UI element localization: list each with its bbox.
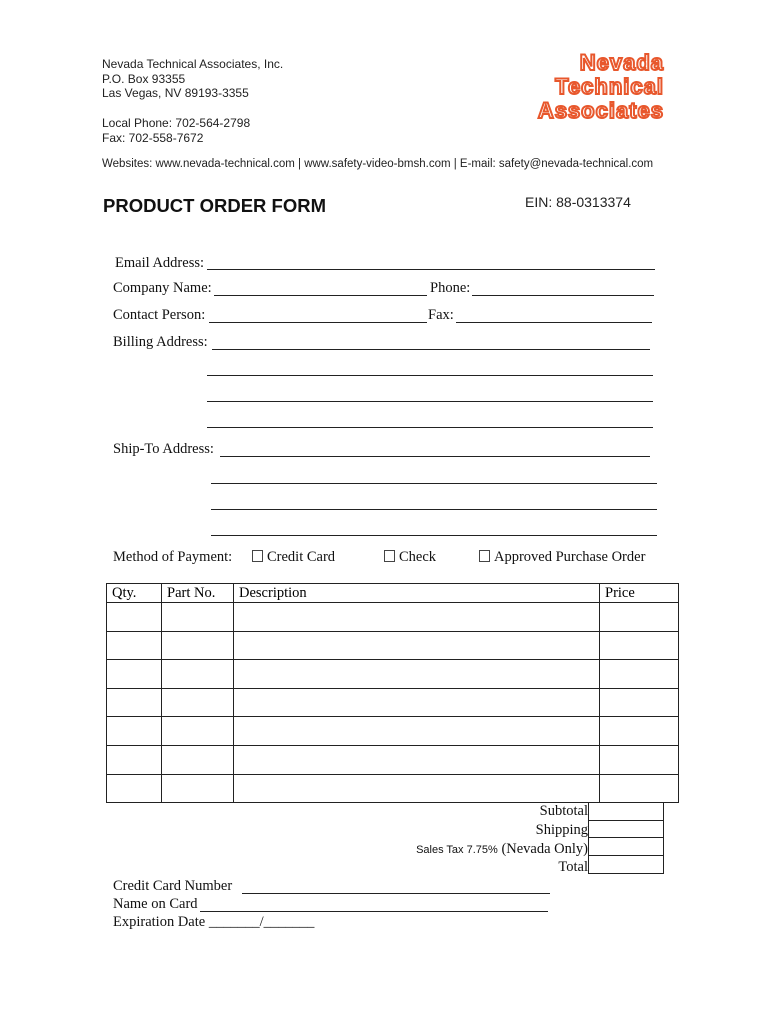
ship-to-field-3[interactable] xyxy=(211,509,657,510)
credit-card-label: Credit Card xyxy=(267,549,336,565)
table-row xyxy=(107,660,679,689)
ship-to-field-1[interactable] xyxy=(220,456,650,457)
payment-label: Method of Payment: xyxy=(113,549,233,565)
price-cell[interactable] xyxy=(600,774,679,803)
card-number-field[interactable] xyxy=(242,893,550,894)
qty-cell[interactable] xyxy=(107,660,162,689)
price-cell[interactable] xyxy=(600,688,679,717)
billing-label: Billing Address: xyxy=(113,334,208,350)
part-no-cell[interactable] xyxy=(162,688,234,717)
card-name-label: Name on Card xyxy=(113,896,198,912)
table-row xyxy=(107,717,679,746)
page-title: PRODUCT ORDER FORM xyxy=(103,195,327,216)
city-state-zip: Las Vegas, NV 89193-3355 xyxy=(102,86,249,100)
email-field[interactable] xyxy=(207,269,655,270)
description-cell[interactable] xyxy=(234,631,600,660)
phone-label: Phone: xyxy=(430,280,471,296)
table-header-row xyxy=(107,584,679,603)
total-label: Total xyxy=(558,859,588,875)
shipping-field[interactable] xyxy=(588,820,664,838)
subtotal-label: Subtotal xyxy=(539,803,588,819)
websites-line: Websites: www.nevada-technical.com | www.safety-video-bmsh.com | E-mail: safety@nevada-technical.com xyxy=(102,158,654,170)
total-field[interactable] xyxy=(588,856,664,874)
order-items-table xyxy=(106,583,679,803)
description-cell[interactable] xyxy=(234,688,600,717)
part-no-cell[interactable] xyxy=(162,717,234,746)
price-cell[interactable] xyxy=(600,717,679,746)
expiration-label xyxy=(113,914,314,931)
price-cell[interactable] xyxy=(600,660,679,689)
logo-line-2: Technical xyxy=(555,74,664,99)
sales-tax-field[interactable] xyxy=(588,838,664,856)
description-cell[interactable] xyxy=(234,603,600,632)
card-number-label: Credit Card Number xyxy=(113,878,233,894)
local-phone: Local Phone: 702-564-2798 xyxy=(102,116,251,130)
description-cell[interactable] xyxy=(234,717,600,746)
billing-field-3[interactable] xyxy=(207,401,653,402)
billing-field-2[interactable] xyxy=(207,375,653,376)
part-no-cell[interactable] xyxy=(162,745,234,774)
contact-label: Contact Person: xyxy=(113,307,206,323)
description-cell[interactable] xyxy=(234,745,600,774)
purchase-order-label: Approved Purchase Order xyxy=(494,549,646,565)
contact-field[interactable] xyxy=(209,322,427,323)
po-box: P.O. Box 93355 xyxy=(102,71,186,86)
part-no-cell[interactable] xyxy=(162,603,234,632)
table-row xyxy=(107,688,679,717)
table-row xyxy=(107,745,679,774)
shipping-label: Shipping xyxy=(535,822,588,838)
sales-tax-note: (Nevada Only) xyxy=(501,841,588,857)
expiration-field[interactable]: _______/_______ xyxy=(208,914,315,930)
checkbox-icon[interactable] xyxy=(479,550,490,562)
checkbox-icon[interactable] xyxy=(384,550,395,562)
billing-field-4[interactable] xyxy=(207,427,653,428)
part-no-header: Part No. xyxy=(162,584,234,603)
qty-cell[interactable] xyxy=(107,745,162,774)
sales-tax-label xyxy=(416,841,588,858)
qty-cell[interactable] xyxy=(107,631,162,660)
table-row xyxy=(107,774,679,803)
ship-to-label: Ship-To Address: xyxy=(113,441,214,457)
fax-label: Fax: xyxy=(428,307,454,323)
company-logo xyxy=(478,50,670,122)
payment-option-purchase-order[interactable] xyxy=(479,549,645,566)
description-header: Description xyxy=(234,584,600,603)
description-cell[interactable] xyxy=(234,660,600,689)
company-name: Nevada Technical Associates, Inc. xyxy=(102,57,284,71)
ein-number: EIN: 88-0313374 xyxy=(525,194,631,210)
qty-cell[interactable] xyxy=(107,774,162,803)
fax-field[interactable] xyxy=(456,322,652,323)
logo-line-1: Nevada xyxy=(579,50,664,75)
ship-to-field-4[interactable] xyxy=(211,535,657,536)
logo-line-3: Associates xyxy=(537,98,664,122)
qty-cell[interactable] xyxy=(107,603,162,632)
price-cell[interactable] xyxy=(600,745,679,774)
company-field[interactable] xyxy=(214,295,427,296)
price-cell[interactable] xyxy=(600,631,679,660)
price-header: Price xyxy=(600,584,679,603)
price-cell[interactable] xyxy=(600,603,679,632)
billing-field-1[interactable] xyxy=(212,349,650,350)
table-row xyxy=(107,631,679,660)
part-no-cell[interactable] xyxy=(162,660,234,689)
qty-header: Qty. xyxy=(107,584,162,603)
description-cell[interactable] xyxy=(234,774,600,803)
qty-cell[interactable] xyxy=(107,688,162,717)
subtotal-field[interactable] xyxy=(588,802,664,821)
ship-to-field-2[interactable] xyxy=(211,483,657,484)
payment-option-credit-card[interactable] xyxy=(252,549,335,566)
table-row xyxy=(107,603,679,632)
company-label: Company Name: xyxy=(113,280,212,296)
checkbox-icon[interactable] xyxy=(252,550,263,562)
card-name-field[interactable] xyxy=(200,911,548,912)
fax-number: Fax: 702-558-7672 xyxy=(102,130,204,145)
phone-field[interactable] xyxy=(472,295,654,296)
qty-cell[interactable] xyxy=(107,717,162,746)
sales-tax-rate: Sales Tax 7.75% xyxy=(416,844,498,856)
part-no-cell[interactable] xyxy=(162,774,234,803)
check-label: Check xyxy=(399,549,437,565)
payment-option-check[interactable] xyxy=(384,549,436,566)
expiration-text: Expiration Date xyxy=(113,914,206,930)
email-label: Email Address: xyxy=(115,255,205,271)
part-no-cell[interactable] xyxy=(162,631,234,660)
